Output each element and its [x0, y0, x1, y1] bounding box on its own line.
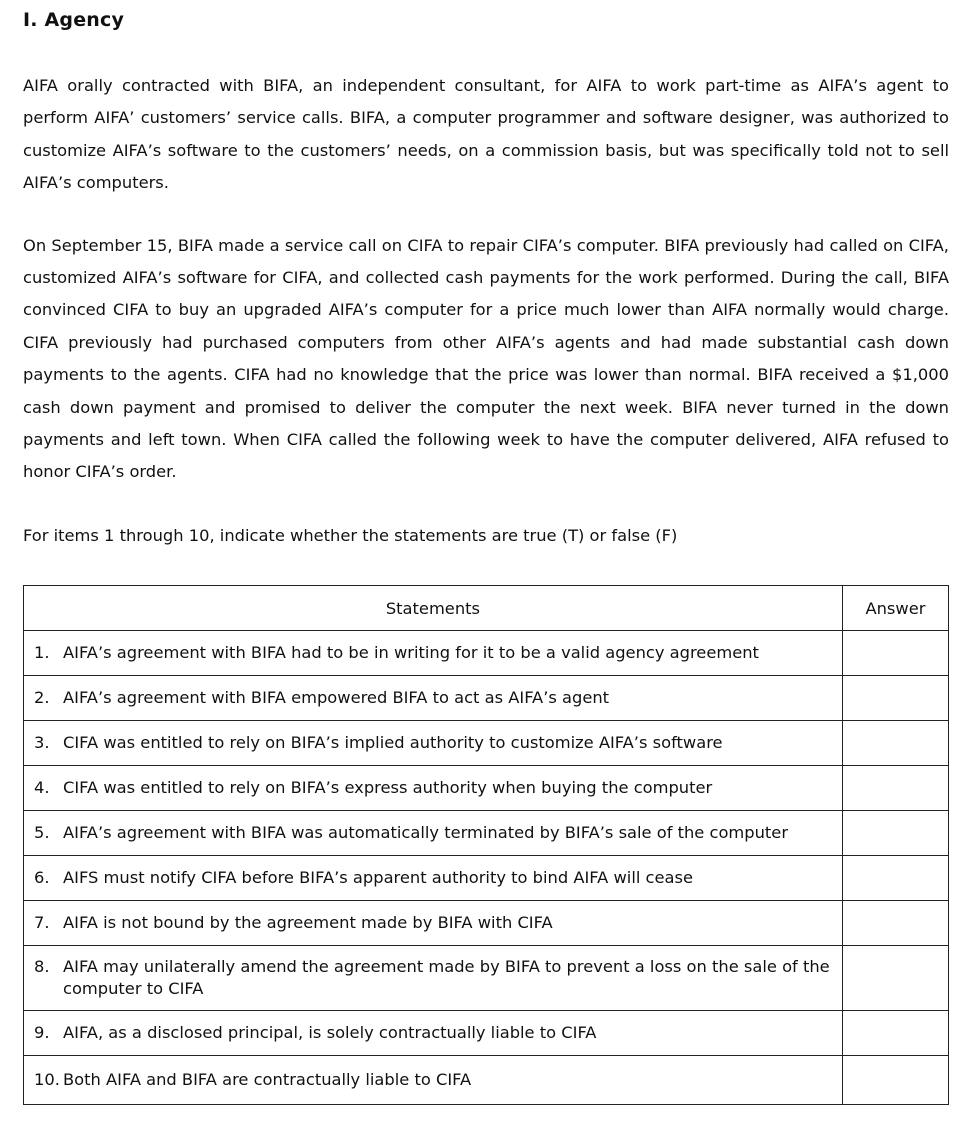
- table-row: [24, 856, 949, 901]
- statement-number: 4.: [34, 778, 50, 797]
- scenario-paragraph-1: AIFA orally contracted with BIFA, an independent consultant, for AIFA to work part-time as AIFA’s agent to perform AIFA’ customers’ service calls. BIFA, a computer programmer and software designer, was authorized to customize AIFA’s software to the customers’ needs, on a commission basis, but was specifically told not to sell AIFA’s computers.: [23, 76, 949, 193]
- statement-cell: [24, 721, 843, 766]
- statement-number: 1.: [34, 643, 50, 662]
- statement-text: Both AIFA and BIFA are contractually liable to CIFA: [63, 1070, 472, 1089]
- statement-number: 7.: [34, 913, 50, 932]
- statement-cell: [24, 1056, 843, 1105]
- statement-text: CIFA was entitled to rely on BIFA’s implied authority to customize AIFA’s software: [63, 733, 723, 752]
- answer-cell[interactable]: [842, 766, 948, 811]
- table-row: [24, 1011, 949, 1056]
- statements-table: [23, 585, 949, 1105]
- table-row: [24, 766, 949, 811]
- statement-text: CIFA was entitled to rely on BIFA’s express authority when buying the computer: [63, 778, 713, 797]
- answer-cell[interactable]: [842, 721, 948, 766]
- answer-cell[interactable]: [842, 811, 948, 856]
- statement-number: 8.: [34, 957, 50, 976]
- answer-cell[interactable]: [842, 856, 948, 901]
- table-row: [24, 631, 949, 676]
- statement-text: AIFS must notify CIFA before BIFA’s apparent authority to bind AIFA will cease: [63, 868, 693, 887]
- statements-column-header: Statements: [24, 586, 843, 631]
- statement-cell: [24, 631, 843, 676]
- statement-cell: [24, 811, 843, 856]
- instruction-text: For items 1 through 10, indicate whether the statements are true (T) or false (F): [23, 525, 678, 545]
- statement-cell: [24, 946, 843, 1011]
- statement-cell: [24, 901, 843, 946]
- section-heading: I. Agency: [23, 9, 125, 31]
- statement-text: AIFA is not bound by the agreement made by BIFA with CIFA: [63, 913, 553, 932]
- statement-number: 5.: [34, 823, 50, 842]
- statement-number: 9.: [34, 1023, 50, 1042]
- statement-cell: [24, 676, 843, 721]
- statement-number: 10.: [34, 1070, 60, 1089]
- statement-number: 2.: [34, 688, 50, 707]
- statement-text: AIFA may unilaterally amend the agreement made by BIFA to prevent a loss on the sale of the computer to CIFA: [63, 957, 830, 998]
- table-row: [24, 946, 949, 1011]
- statement-text: AIFA’s agreement with BIFA had to be in writing for it to be a valid agency agreement: [63, 643, 759, 662]
- table-row: [24, 676, 949, 721]
- table-row: [24, 901, 949, 946]
- answer-column-header: Answer: [842, 586, 948, 631]
- statement-cell: [24, 1011, 843, 1056]
- document-page: [23, 0, 949, 1089]
- statement-cell: [24, 856, 843, 901]
- answer-cell[interactable]: [842, 946, 948, 1011]
- table-row: [24, 721, 949, 766]
- answer-cell[interactable]: [842, 1011, 948, 1056]
- table-row: [24, 1056, 949, 1105]
- statement-text: AIFA’s agreement with BIFA empowered BIFA to act as AIFA’s agent: [63, 688, 610, 707]
- answer-cell[interactable]: [842, 631, 948, 676]
- statement-number: 6.: [34, 868, 50, 887]
- answer-cell[interactable]: [842, 1056, 948, 1105]
- statement-number: 3.: [34, 733, 50, 752]
- statement-text: AIFA, as a disclosed principal, is solely contractually liable to CIFA: [63, 1023, 597, 1042]
- statement-text: AIFA’s agreement with BIFA was automatically terminated by BIFA’s sale of the computer: [63, 823, 789, 842]
- statement-cell: [24, 766, 843, 811]
- table-header-row: [24, 586, 949, 631]
- answer-cell[interactable]: [842, 676, 948, 721]
- scenario-paragraph-2: On September 15, BIFA made a service call on CIFA to repair CIFA’s computer. BIFA previously had called on CIFA, customized AIFA’s software for CIFA, and collected cash payments for the work performed. During the call, BIFA convinced CIFA to buy an upgraded AIFA’s computer for a price much lower than AIFA normally would charge. CIFA previously had purchased computers from other AIFA’s agents and had made substantial cash down payments to the agents. CIFA had no knowledge that the price was lower than normal. BIFA received a $1,000 cash down payment and promised to deliver the computer the next week. BIFA never turned in the down payments and left town. When CIFA called the following week to have the computer delivered, AIFA refused to honor CIFA’s order.: [23, 235, 949, 482]
- table-row: [24, 811, 949, 856]
- answer-cell[interactable]: [842, 901, 948, 946]
